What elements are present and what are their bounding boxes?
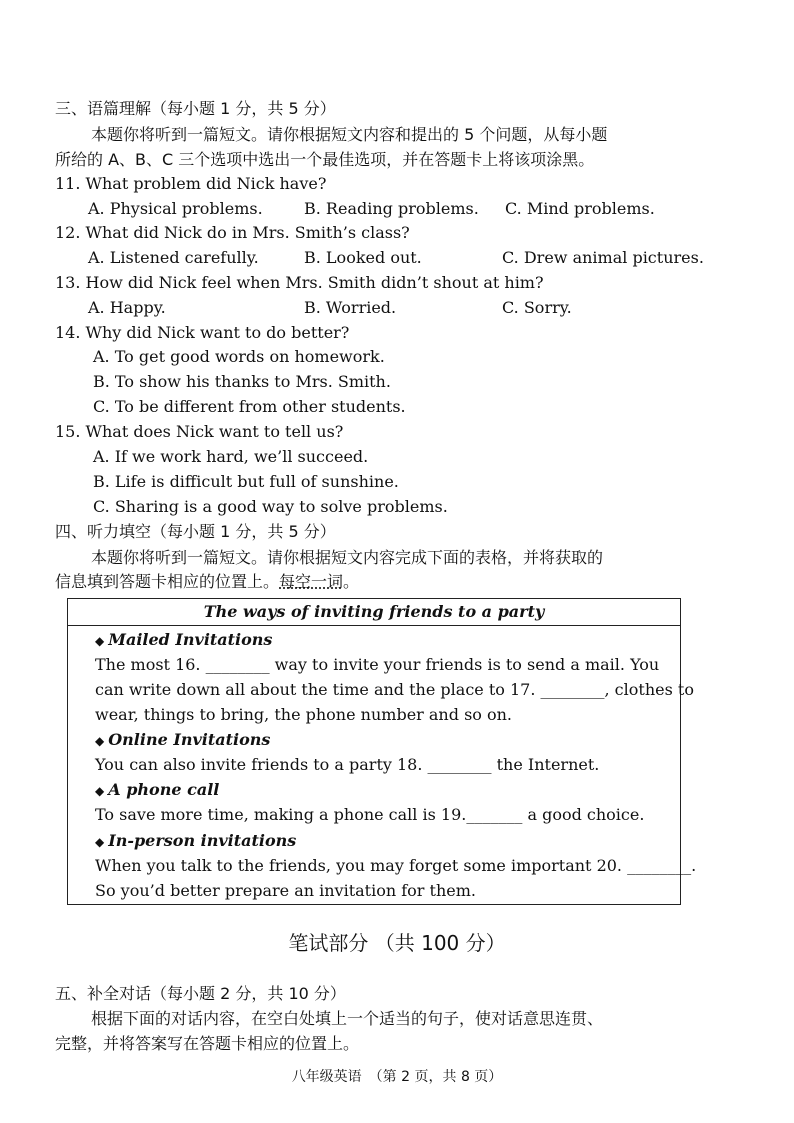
q15-option-c: C. Sharing is a good way to solve problems. (93, 497, 448, 516)
q14-option-b: B. To show his thanks to Mrs. Smith. (93, 372, 391, 391)
section4-instruction-period: 。 (343, 572, 360, 591)
mailed-line-2: can write down all about the time and the place to 17. ________, clothes to (95, 680, 694, 699)
mailed-heading-row (95, 628, 272, 653)
diamond-bullet-icon: ◆ (95, 634, 105, 648)
phone-line-1: To save more time, making a phone call is 19._______ a good choice. (95, 805, 645, 824)
q14-option-a: A. To get good words on homework. (93, 347, 385, 366)
table-title: The ways of inviting friends to a party (68, 599, 680, 626)
section5-heading: 五、补全对话（每小题 2 分，共 10 分） (55, 984, 346, 1003)
question-15: 15. What does Nick want to tell us? (55, 422, 344, 441)
online-invitations-heading: Online Invitations (108, 730, 271, 749)
question-13: 13. How did Nick feel when Mrs. Smith didn’t shout at him? (55, 273, 544, 292)
section3-instruction-line2: 所给的 A、B、C 三个选项中选出一个最佳选项，并在答题卡上将该项涂黑。 (55, 150, 595, 169)
mailed-line-3: wear, things to bring, the phone number and so on. (95, 705, 513, 724)
q12-option-c: C. Drew animal pictures. (502, 248, 704, 267)
q15-option-b: B. Life is difficult but full of sunshine. (93, 472, 399, 491)
page-footer: 八年级英语 （第 2 页，共 8 页） (291, 1069, 503, 1085)
question-14: 14. Why did Nick want to do better? (55, 323, 350, 342)
online-heading-row (95, 728, 270, 753)
in-person-invitations-heading: In-person invitations (108, 831, 297, 850)
section5-instruction-line2: 完整，并将答案写在答题卡相应的位置上。 (55, 1034, 360, 1053)
online-line-1: You can also invite friends to a party 18. ________ the Internet. (95, 755, 600, 774)
section4-instruction-line1: 本题你将听到一篇短文。请你根据短文内容完成下面的表格，并将获取的 (91, 548, 604, 567)
q13-option-a: A. Happy. (88, 298, 166, 317)
q11-option-c: C. Mind problems. (505, 199, 655, 218)
mailed-invitations-heading: Mailed Invitations (108, 630, 273, 649)
mailed-line-1: The most 16. ________ way to invite your friends is to send a mail. You (95, 655, 660, 674)
question-11: 11. What problem did Nick have? (55, 174, 327, 193)
phone-call-heading: A phone call (108, 780, 220, 799)
diamond-bullet-icon: ◆ (95, 734, 105, 748)
invitation-table (67, 598, 697, 905)
in-person-line-2: So you’d better prepare an invitation for them. (95, 881, 476, 900)
q15-option-a: A. If we work hard, we’ll succeed. (93, 447, 369, 466)
q12-option-a: A. Listened carefully. (88, 248, 259, 267)
q13-option-c: C. Sorry. (502, 298, 572, 317)
q14-option-c: C. To be different from other students. (93, 397, 406, 416)
question-12: 12. What did Nick do in Mrs. Smith’s class? (55, 223, 410, 242)
section3-instruction-line1: 本题你将听到一篇短文。请你根据短文内容和提出的 5 个问题，从每小题 (91, 125, 608, 144)
section4-heading: 四、听力填空（每小题 1 分，共 5 分） (55, 522, 336, 541)
diamond-bullet-icon: ◆ (95, 784, 105, 798)
one-word-emphasis: 每空一词 (279, 572, 344, 591)
q13-option-b: B. Worried. (304, 298, 397, 317)
phone-heading-row (95, 778, 219, 803)
section4-instruction-text: 信息填到答题卡相应的位置上。 (55, 572, 280, 591)
q11-option-a: A. Physical problems. (88, 199, 263, 218)
written-part-title: 笔试部分 （共 100 分） (288, 931, 506, 955)
q11-option-b: B. Reading problems. (304, 199, 479, 218)
in-person-heading-row (95, 829, 296, 854)
section3-heading: 三、语篇理解（每小题 1 分，共 5 分） (55, 99, 336, 118)
section4-instruction-line2 (55, 571, 359, 593)
section5-instruction-line1: 根据下面的对话内容，在空白处填上一个适当的句子，使对话意思连贯、 (91, 1009, 604, 1028)
q12-option-b: B. Looked out. (304, 248, 422, 267)
in-person-line-1: When you talk to the friends, you may forget some important 20. ________. (95, 856, 697, 875)
diamond-bullet-icon: ◆ (95, 835, 105, 849)
